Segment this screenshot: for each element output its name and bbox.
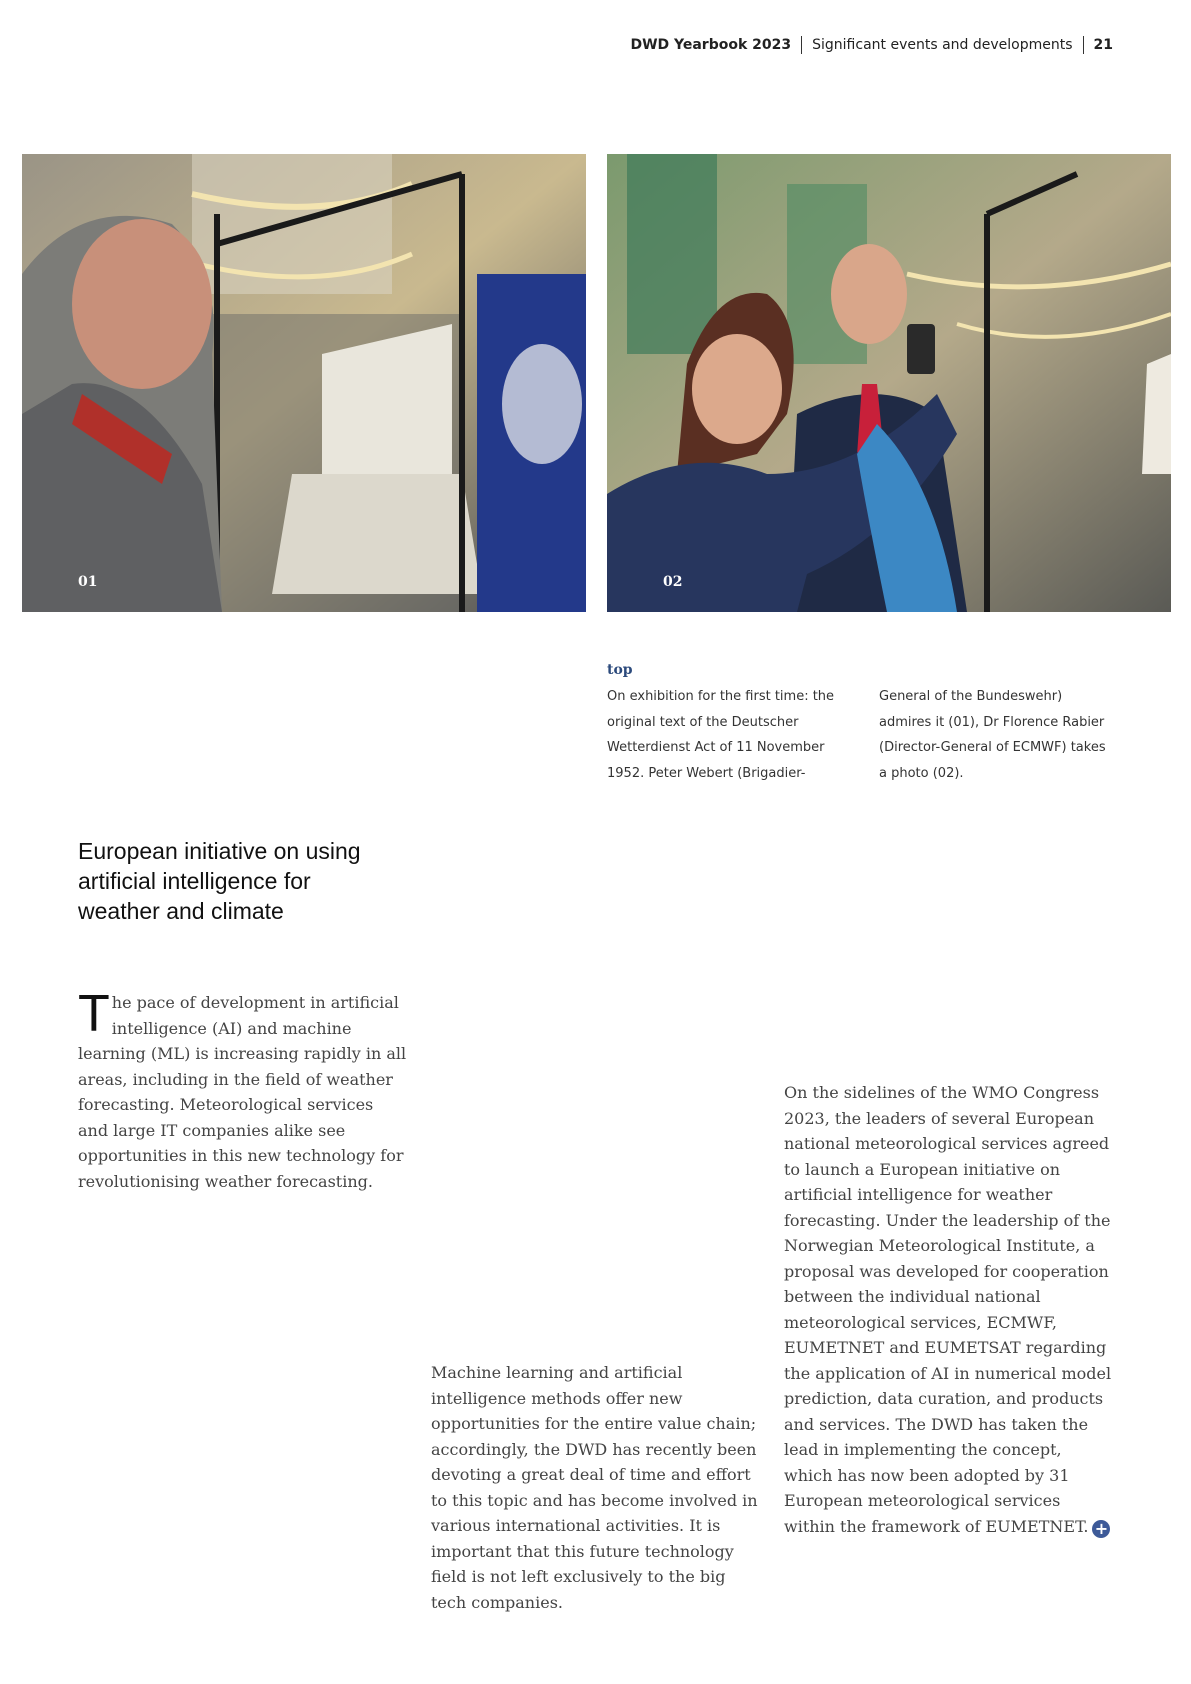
photo-number: 01 — [78, 574, 98, 590]
article-heading: European initiative on using artificial intelligence for weather and climate — [78, 838, 361, 924]
article-paragraph-3 — [784, 1080, 1114, 1539]
plus-circle-icon[interactable]: + — [1092, 1520, 1110, 1538]
photo-officer-display-case — [22, 154, 586, 612]
drop-cap: T — [78, 985, 110, 1043]
intro-text: he pace of development in artificial intelligence (AI) and machine learning (ML) is increasing rapidly in all areas, including in the field of weather forecasting. Meteorological services and large IT companies alike see opportunities in this new technology for revolutionising weather forecasting. — [78, 993, 407, 1191]
caption-label: top — [607, 662, 633, 678]
photo-caption: On exhibition for the first time: the original text of the Deutscher Wetterdienst Act of 11 November 1952. Peter Webert (Brigadier-General of the Bundeswehr) admires it (01), Dr Florence Rabier (Director-General of ECMWF) takes a photo (02). — [607, 689, 1106, 781]
yearbook-title: DWD Yearbook 2023 — [630, 37, 792, 53]
article-paragraph-2 — [431, 1360, 761, 1615]
paragraph-text: On the sidelines of the WMO Congress 2023, the leaders of several European national meteorological services agreed to launch a European initiative on artificial intelligence for weather forecasting. Under the leadership of the Norwegian Meteorological Institute, a proposal was developed for cooperation between the individual national meteorological services, ECMWF, EUMETNET and EUMETSAT regarding the application of AI in numerical model prediction, data curation, and products and services. The DWD has taken the lead in implementing the concept, which has now been adopted by 31 European meteorological services within the framework of EUMETNET. — [784, 1083, 1112, 1536]
section-title: Significant events and developments — [812, 37, 1073, 53]
header-divider — [801, 36, 802, 54]
article-intro — [78, 985, 408, 1194]
paragraph-text: Machine learning and artificial intelligence methods offer new opportunities for the entire value chain; accordingly, the DWD has recently been devoting a great deal of time and effort to this topic and has become involved in various international activities. It is important that this future technology field is not left exclusively to the big tech companies. — [431, 1363, 758, 1612]
photo-2-image — [607, 154, 1171, 612]
page-number: 21 — [1093, 37, 1113, 53]
photo-woman-taking-photo — [607, 154, 1171, 612]
header-divider — [1083, 36, 1084, 54]
photo-1-image — [22, 154, 586, 612]
photo-number: 02 — [663, 574, 683, 590]
page-header — [630, 36, 1113, 54]
